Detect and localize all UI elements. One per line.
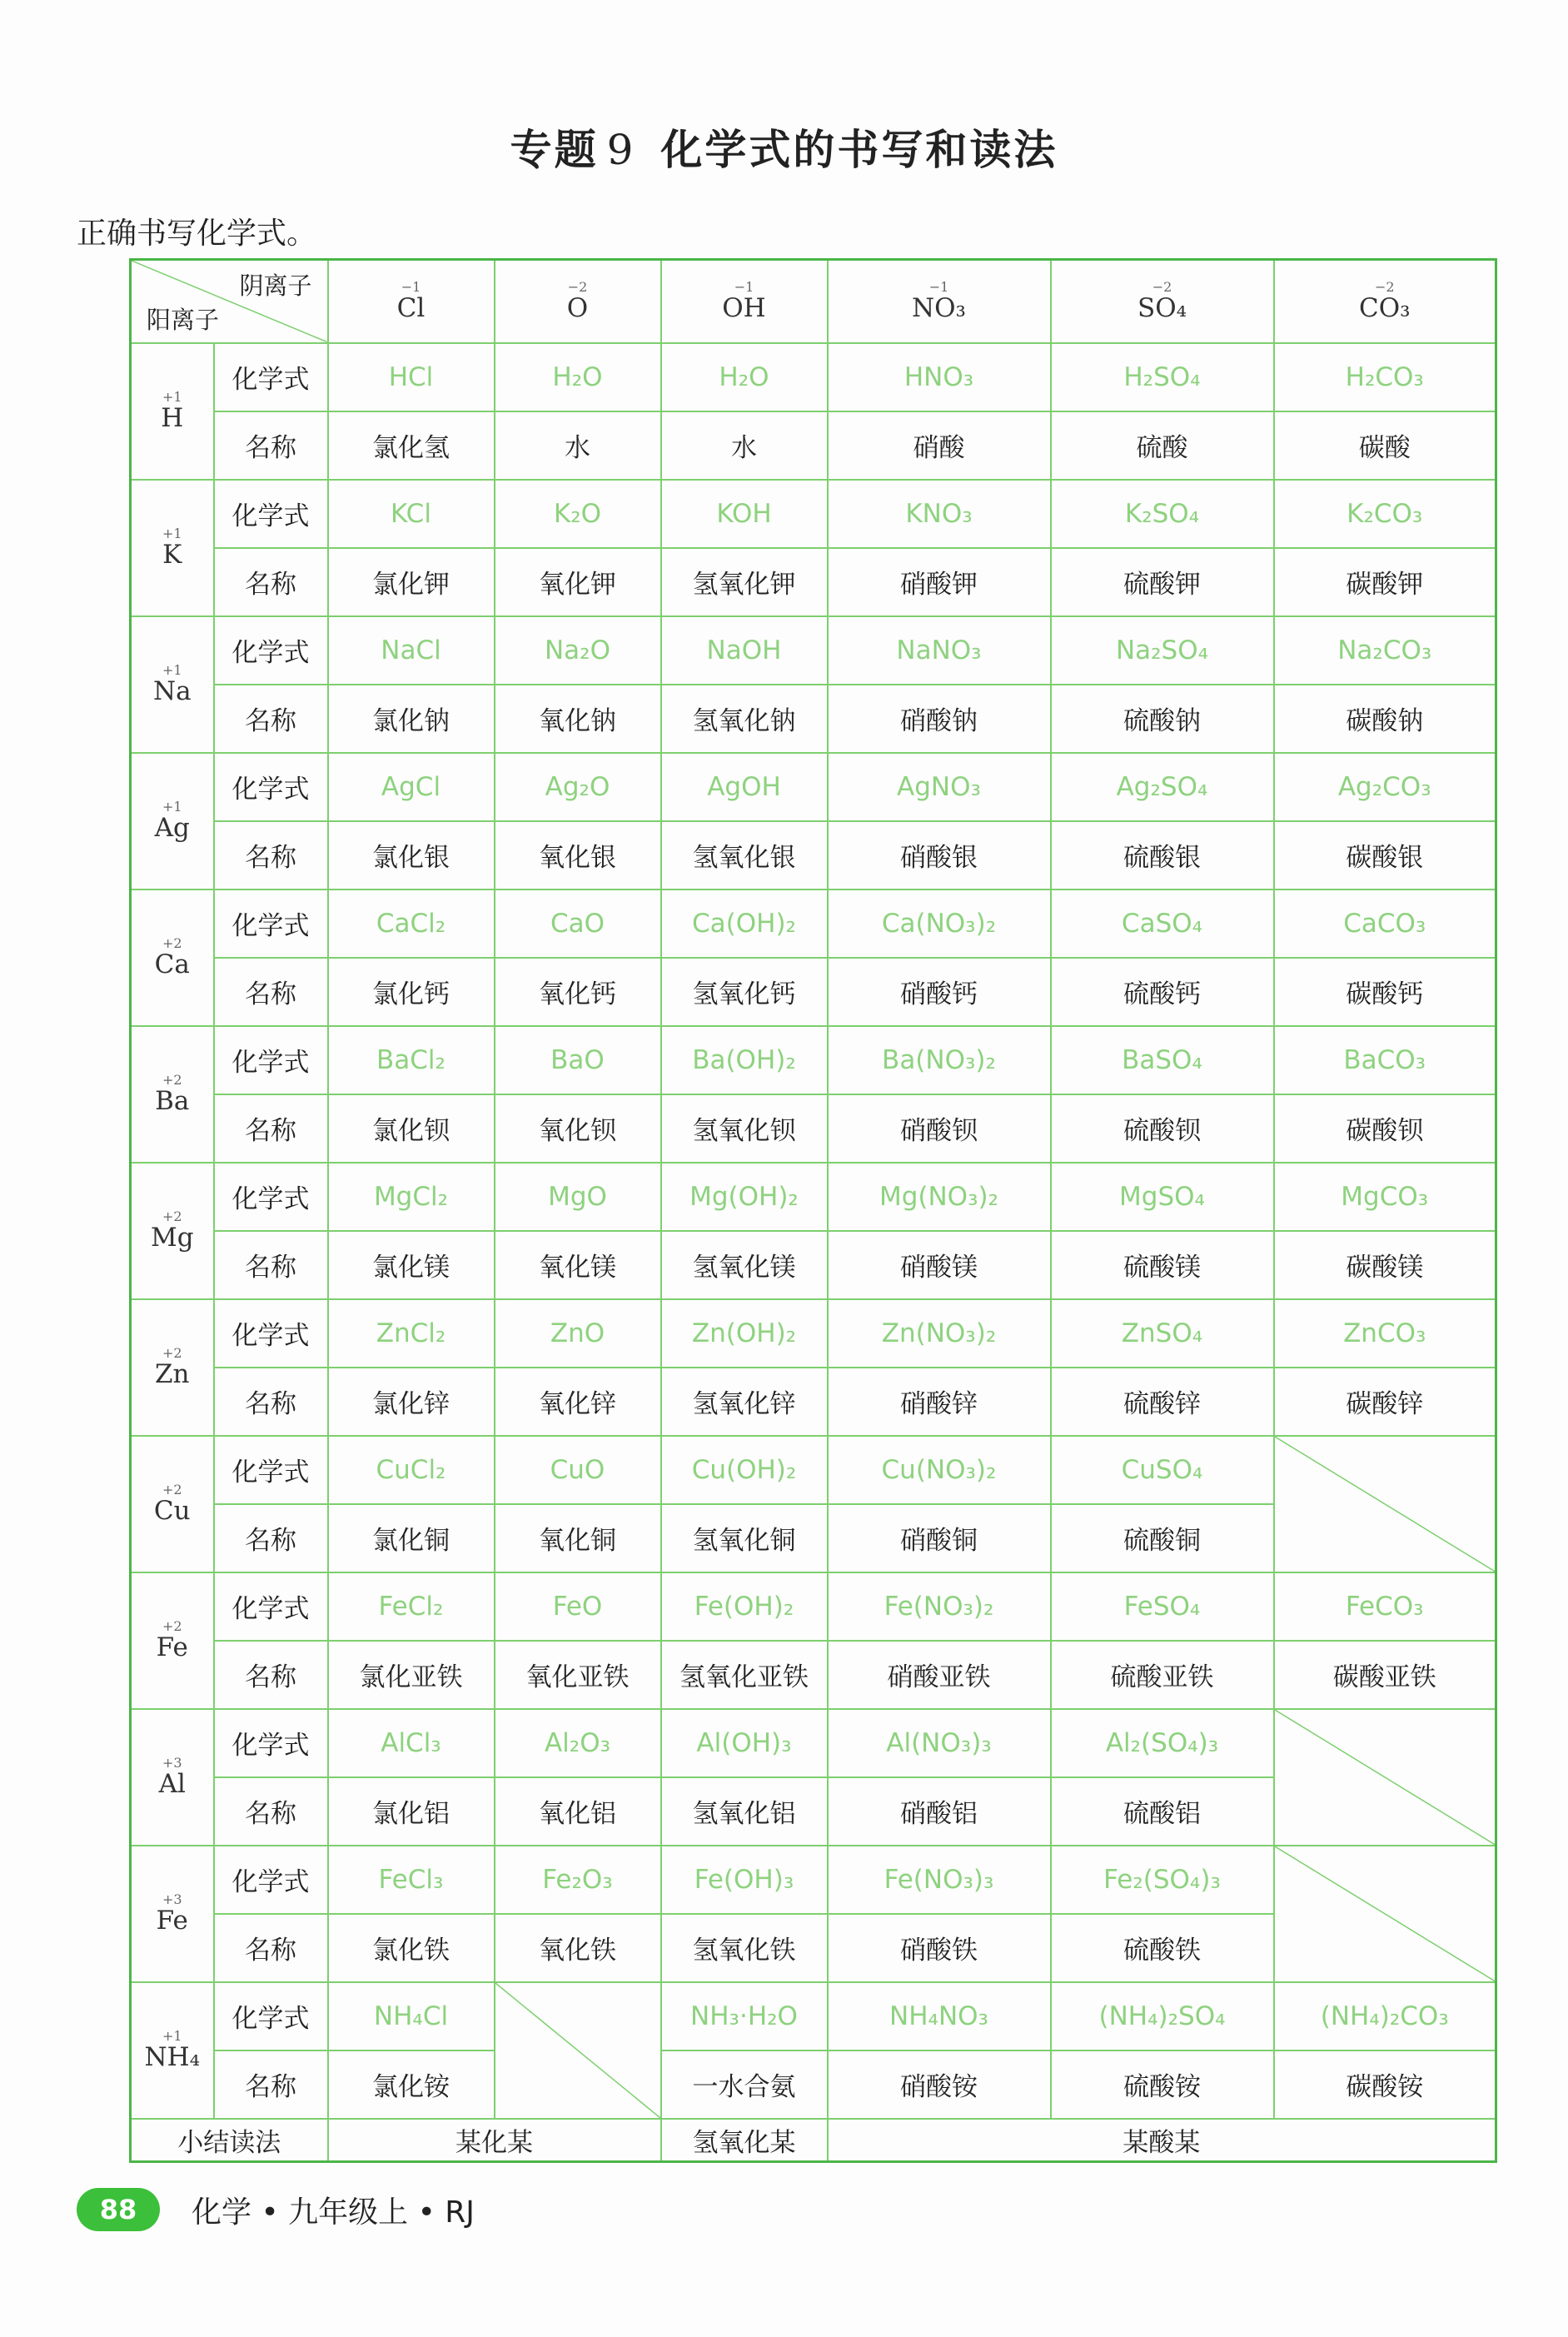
anion-header-1 <box>495 260 661 343</box>
cation-ion <box>132 800 213 841</box>
name-cell: 碳酸银 <box>1274 821 1496 889</box>
name-cell: 氧化亚铁 <box>495 1641 661 1709</box>
name-cell: 氢氧化钾 <box>661 548 828 616</box>
name-cell: 硫酸 <box>1051 411 1274 480</box>
empty-cell <box>1274 1436 1496 1572</box>
cation-ion <box>132 1620 213 1661</box>
name-cell: 氯化银 <box>328 821 495 889</box>
cation-charge: +2 <box>162 1618 182 1634</box>
name-cell: 碳酸 <box>1274 411 1496 480</box>
formula-cell: CaCl₂ <box>328 889 495 958</box>
cation-charge: +2 <box>162 1482 182 1497</box>
name-cell: 硝酸锌 <box>828 1368 1051 1436</box>
name-cell: 硫酸钾 <box>1051 548 1274 616</box>
cation-cell <box>131 1163 214 1299</box>
cation-cell <box>131 753 214 889</box>
formula-cell: NaCl <box>328 616 495 685</box>
name-cell: 硝酸银 <box>828 821 1051 889</box>
name-row <box>131 1641 1496 1709</box>
anion-charge: −1 <box>401 279 421 296</box>
name-label: 名称 <box>214 1094 328 1163</box>
name-cell: 碳酸钠 <box>1274 685 1496 753</box>
cation-ion <box>132 937 213 978</box>
formula-label: 化学式 <box>214 889 328 958</box>
name-cell: 氯化铜 <box>328 1504 495 1572</box>
name-cell: 碳酸钙 <box>1274 958 1496 1026</box>
anion-ion <box>329 279 494 324</box>
formula-cell: CaSO₄ <box>1051 889 1274 958</box>
formula-cell: Na₂SO₄ <box>1051 616 1274 685</box>
formula-row <box>131 753 1496 821</box>
cation-charge: +1 <box>162 799 182 815</box>
page-number-badge: 88 <box>77 2188 160 2231</box>
name-cell: 氯化铁 <box>328 1914 495 1982</box>
cation-ion <box>132 1756 213 1797</box>
anion-ion <box>662 279 827 324</box>
anion-charge: −2 <box>1374 279 1395 296</box>
summary-chloride: 某化某 <box>328 2119 661 2162</box>
formula-cell: KCl <box>328 480 495 548</box>
formula-cell: Zn(NO₃)₂ <box>828 1299 1051 1368</box>
name-cell: 碳酸镁 <box>1274 1231 1496 1299</box>
anion-label: 阴离子 <box>239 272 312 300</box>
cation-cell <box>131 1026 214 1163</box>
name-cell: 氢氧化亚铁 <box>661 1641 828 1709</box>
formula-cell: BaSO₄ <box>1051 1026 1274 1094</box>
formula-cell: H₂CO₃ <box>1274 343 1496 411</box>
cation-symbol: Fe <box>156 1906 188 1936</box>
name-cell: 硫酸铜 <box>1051 1504 1274 1572</box>
formula-cell: FeSO₄ <box>1051 1572 1274 1641</box>
formula-cell: ZnCl₂ <box>328 1299 495 1368</box>
formula-cell: Fe(OH)₂ <box>661 1572 828 1641</box>
formula-cell: Fe(NO₃)₃ <box>828 1846 1051 1914</box>
name-cell: 氢氧化钡 <box>661 1094 828 1163</box>
formula-label: 化学式 <box>214 1846 328 1914</box>
formula-cell: H₂SO₄ <box>1051 343 1274 411</box>
formula-label: 化学式 <box>214 1982 328 2050</box>
name-cell: 硝酸铵 <box>828 2050 1051 2119</box>
anion-symbol: CO₃ <box>1358 293 1411 324</box>
name-cell: 氧化钙 <box>495 958 661 1026</box>
name-cell: 氯化钾 <box>328 548 495 616</box>
formula-label: 化学式 <box>214 616 328 685</box>
formula-cell: MgCO₃ <box>1274 1163 1496 1231</box>
formula-cell: Ba(OH)₂ <box>661 1026 828 1094</box>
formula-cell: K₂O <box>495 480 661 548</box>
formula-cell: CaCO₃ <box>1274 889 1496 958</box>
formula-cell: Fe(OH)₃ <box>661 1846 828 1914</box>
formula-row <box>131 1299 1496 1368</box>
cation-ion <box>132 527 213 568</box>
cation-symbol: Ca <box>154 949 190 979</box>
cation-symbol: Na <box>152 676 192 706</box>
cation-charge: +2 <box>162 935 182 951</box>
formula-cell: ZnSO₄ <box>1051 1299 1274 1368</box>
name-cell: 氢氧化铜 <box>661 1504 828 1572</box>
summary-label: 小结读法 <box>131 2119 328 2162</box>
name-label: 名称 <box>214 411 328 480</box>
formula-cell: NaOH <box>661 616 828 685</box>
name-row <box>131 2050 1496 2119</box>
formula-cell: Cu(NO₃)₂ <box>828 1436 1051 1504</box>
name-cell: 硝酸钠 <box>828 685 1051 753</box>
formula-cell: K₂CO₃ <box>1274 480 1496 548</box>
formula-cell: CuSO₄ <box>1051 1436 1274 1504</box>
formula-cell: AgNO₃ <box>828 753 1051 821</box>
cation-ion <box>132 664 213 705</box>
cation-symbol: Ag <box>154 813 190 843</box>
title-prefix: 专题 <box>510 126 599 174</box>
formula-cell: MgSO₄ <box>1051 1163 1274 1231</box>
cation-symbol: K <box>162 540 182 570</box>
anion-symbol: NO₃ <box>912 293 966 324</box>
formula-cell: Ba(NO₃)₂ <box>828 1026 1051 1094</box>
formula-row <box>131 1026 1496 1094</box>
header-row <box>131 260 1496 343</box>
cation-symbol: Al <box>158 1769 186 1799</box>
anion-ion <box>495 279 660 324</box>
formula-label: 化学式 <box>214 753 328 821</box>
cation-symbol: Fe <box>156 1632 188 1662</box>
empty-diagonal <box>1275 1437 1496 1572</box>
name-row <box>131 411 1496 480</box>
summary-row <box>131 2119 1496 2162</box>
name-cell: 硫酸铵 <box>1051 2050 1274 2119</box>
name-cell: 氧化铁 <box>495 1914 661 1982</box>
name-cell: 硫酸锌 <box>1051 1368 1274 1436</box>
formula-label: 化学式 <box>214 1026 328 1094</box>
formula-row <box>131 1846 1496 1914</box>
name-cell: 氯化钠 <box>328 685 495 753</box>
cation-cell <box>131 616 214 753</box>
name-cell: 氯化锌 <box>328 1368 495 1436</box>
summary-oxyacid: 某酸某 <box>828 2119 1496 2162</box>
empty-diagonal <box>495 1983 660 2118</box>
cation-charge: +1 <box>162 526 182 541</box>
formula-cell: BaCl₂ <box>328 1026 495 1094</box>
name-cell: 氧化铜 <box>495 1504 661 1572</box>
name-cell: 硝酸钡 <box>828 1094 1051 1163</box>
name-cell: 氯化镁 <box>328 1231 495 1299</box>
formula-cell: NaNO₃ <box>828 616 1051 685</box>
name-cell: 硫酸钠 <box>1051 685 1274 753</box>
name-cell: 氯化亚铁 <box>328 1641 495 1709</box>
cation-cell <box>131 480 214 616</box>
name-row <box>131 548 1496 616</box>
formula-cell: Al(OH)₃ <box>661 1709 828 1777</box>
anion-charge: −1 <box>734 279 754 296</box>
cation-ion <box>132 1483 213 1524</box>
name-cell: 硫酸铁 <box>1051 1914 1274 1982</box>
formula-row <box>131 1163 1496 1231</box>
formula-cell: Ag₂O <box>495 753 661 821</box>
cation-charge: +1 <box>162 389 182 405</box>
name-cell: 碳酸铵 <box>1274 2050 1496 2119</box>
formula-cell: Fe₂O₃ <box>495 1846 661 1914</box>
cation-charge: +2 <box>162 1072 182 1088</box>
anion-ion <box>829 279 1050 324</box>
name-label: 名称 <box>214 2050 328 2119</box>
formula-cell: NH₄Cl <box>328 1982 495 2050</box>
name-label: 名称 <box>214 1504 328 1572</box>
formula-row <box>131 480 1496 548</box>
formula-cell: FeCl₃ <box>328 1846 495 1914</box>
formula-cell: FeCO₃ <box>1274 1572 1496 1641</box>
anion-symbol: O <box>566 293 589 324</box>
name-cell: 硝酸钙 <box>828 958 1051 1026</box>
formula-cell: CaO <box>495 889 661 958</box>
formula-cell: Fe(NO₃)₂ <box>828 1572 1051 1641</box>
cation-ion <box>132 1210 213 1251</box>
formula-cell: NH₃·H₂O <box>661 1982 828 2050</box>
summary-hydroxide: 氢氧化某 <box>661 2119 828 2162</box>
cation-symbol: Zn <box>154 1359 190 1389</box>
cation-symbol: Ba <box>155 1086 190 1116</box>
formula-label: 化学式 <box>214 1299 328 1368</box>
name-cell: 氯化氢 <box>328 411 495 480</box>
formula-cell: Ca(OH)₂ <box>661 889 828 958</box>
formula-row <box>131 1709 1496 1777</box>
name-cell: 氢氧化铁 <box>661 1914 828 1982</box>
empty-diagonal <box>1275 1846 1496 1981</box>
formula-label: 化学式 <box>214 480 328 548</box>
cation-cell <box>131 889 214 1026</box>
name-cell: 一水合氨 <box>661 2050 828 2119</box>
formula-cell: CuO <box>495 1436 661 1504</box>
name-cell: 硫酸铝 <box>1051 1777 1274 1846</box>
name-row <box>131 1094 1496 1163</box>
anion-symbol: OH <box>722 293 766 324</box>
cation-symbol: H <box>161 403 184 433</box>
name-cell: 硝酸镁 <box>828 1231 1051 1299</box>
formula-cell: Al₂O₃ <box>495 1709 661 1777</box>
anion-symbol: Cl <box>396 293 426 324</box>
formula-cell: AgCl <box>328 753 495 821</box>
name-cell: 氢氧化钙 <box>661 958 828 1026</box>
formula-cell: Na₂CO₃ <box>1274 616 1496 685</box>
cation-symbol: Mg <box>150 1223 194 1253</box>
formula-cell: MgCl₂ <box>328 1163 495 1231</box>
name-cell: 硫酸钙 <box>1051 958 1274 1026</box>
anion-charge: −2 <box>1152 279 1172 296</box>
anion-header-3 <box>828 260 1051 343</box>
formula-label: 化学式 <box>214 1163 328 1231</box>
formula-row <box>131 1436 1496 1504</box>
formula-cell: CuCl₂ <box>328 1436 495 1504</box>
formula-cell: MgO <box>495 1163 661 1231</box>
cation-cell <box>131 1846 214 1982</box>
name-label: 名称 <box>214 1641 328 1709</box>
footer-text: 化学 • 九年级上 • RJ <box>192 2195 475 2230</box>
formula-cell: NH₄NO₃ <box>828 1982 1051 2050</box>
formula-cell: KOH <box>661 480 828 548</box>
formula-cell: HCl <box>328 343 495 411</box>
cation-symbol: Cu <box>153 1496 191 1526</box>
empty-diagonal <box>1275 1710 1496 1845</box>
anion-charge: −1 <box>928 279 949 296</box>
cation-charge: +3 <box>162 1891 182 1907</box>
page-title <box>0 117 1568 177</box>
name-cell: 硝酸 <box>828 411 1051 480</box>
name-cell: 氢氧化钠 <box>661 685 828 753</box>
name-label: 名称 <box>214 1914 328 1982</box>
formula-cell: FeO <box>495 1572 661 1641</box>
formula-cell: Fe₂(SO₄)₃ <box>1051 1846 1274 1914</box>
cation-cell <box>131 1982 214 2119</box>
formula-cell: Ca(NO₃)₂ <box>828 889 1051 958</box>
empty-cell <box>495 1982 661 2119</box>
formula-cell: ZnO <box>495 1299 661 1368</box>
formula-cell: Cu(OH)₂ <box>661 1436 828 1504</box>
formula-cell: Ag₂CO₃ <box>1274 753 1496 821</box>
formula-row <box>131 616 1496 685</box>
name-cell: 氯化钙 <box>328 958 495 1026</box>
formula-cell: Zn(OH)₂ <box>661 1299 828 1368</box>
cation-cell <box>131 1709 214 1846</box>
formula-cell: (NH₄)₂CO₃ <box>1274 1982 1496 2050</box>
formula-cell: (NH₄)₂SO₄ <box>1051 1982 1274 2050</box>
name-row <box>131 685 1496 753</box>
name-row <box>131 1231 1496 1299</box>
name-label: 名称 <box>214 821 328 889</box>
cation-ion <box>132 1074 213 1114</box>
name-cell: 氧化银 <box>495 821 661 889</box>
name-label: 名称 <box>214 1231 328 1299</box>
formula-cell: HNO₃ <box>828 343 1051 411</box>
name-cell: 氧化镁 <box>495 1231 661 1299</box>
anion-symbol: SO₄ <box>1137 293 1187 324</box>
name-cell: 氧化钡 <box>495 1094 661 1163</box>
formula-cell: BaO <box>495 1026 661 1094</box>
formula-row <box>131 1572 1496 1641</box>
formula-cell: Al₂(SO₄)₃ <box>1051 1709 1274 1777</box>
name-cell: 硫酸银 <box>1051 821 1274 889</box>
name-cell: 硫酸亚铁 <box>1051 1641 1274 1709</box>
name-cell: 氧化锌 <box>495 1368 661 1436</box>
formula-row <box>131 889 1496 958</box>
formula-cell: AlCl₃ <box>328 1709 495 1777</box>
formula-row <box>131 1982 1496 2050</box>
title-text: 化学式的书写和读法 <box>660 126 1058 174</box>
name-cell: 氢氧化镁 <box>661 1231 828 1299</box>
instruction-text: 正确书写化学式。 <box>77 217 317 251</box>
anion-header-5 <box>1274 260 1496 343</box>
name-cell: 硫酸钡 <box>1051 1094 1274 1163</box>
name-cell: 氯化铵 <box>328 2050 495 2119</box>
name-cell: 硝酸铝 <box>828 1777 1051 1846</box>
cation-charge: +2 <box>162 1345 182 1361</box>
name-row <box>131 821 1496 889</box>
cation-ion <box>132 2030 213 2070</box>
anion-header-4 <box>1051 260 1274 343</box>
cation-charge: +1 <box>162 2028 182 2044</box>
formula-cell: Al(NO₃)₃ <box>828 1709 1051 1777</box>
formula-cell: Na₂O <box>495 616 661 685</box>
cation-cell <box>131 1436 214 1572</box>
formula-cell: Mg(OH)₂ <box>661 1163 828 1231</box>
name-cell: 水 <box>661 411 828 480</box>
name-cell: 硝酸铁 <box>828 1914 1051 1982</box>
anion-charge: −2 <box>567 279 588 296</box>
formula-cell: K₂SO₄ <box>1051 480 1274 548</box>
name-cell: 硫酸镁 <box>1051 1231 1274 1299</box>
name-cell: 氧化铝 <box>495 1777 661 1846</box>
name-cell: 氢氧化锌 <box>661 1368 828 1436</box>
cation-charge: +3 <box>162 1755 182 1771</box>
cation-label: 阳离子 <box>147 305 220 334</box>
name-cell: 硝酸亚铁 <box>828 1641 1051 1709</box>
cation-charge: +2 <box>162 1208 182 1224</box>
formula-cell: FeCl₂ <box>328 1572 495 1641</box>
cation-symbol: NH₄ <box>144 2042 201 2072</box>
formula-cell: Mg(NO₃)₂ <box>828 1163 1051 1231</box>
name-cell: 碳酸钡 <box>1274 1094 1496 1163</box>
formula-cell: H₂O <box>661 343 828 411</box>
name-cell: 氯化铝 <box>328 1777 495 1846</box>
name-label: 名称 <box>214 958 328 1026</box>
formula-label: 化学式 <box>214 1436 328 1504</box>
cation-cell <box>131 1572 214 1709</box>
name-cell: 氢氧化铝 <box>661 1777 828 1846</box>
empty-cell <box>1274 1846 1496 1982</box>
name-cell: 氧化钠 <box>495 685 661 753</box>
formula-cell: Ag₂SO₄ <box>1051 753 1274 821</box>
formula-row <box>131 343 1496 411</box>
name-label: 名称 <box>214 1368 328 1436</box>
name-label: 名称 <box>214 685 328 753</box>
formula-cell: AgOH <box>661 753 828 821</box>
formula-cell: ZnCO₃ <box>1274 1299 1496 1368</box>
name-cell: 氯化钡 <box>328 1094 495 1163</box>
formula-label: 化学式 <box>214 343 328 411</box>
name-cell: 氧化钾 <box>495 548 661 616</box>
anion-ion <box>1275 279 1496 324</box>
name-cell: 硝酸钾 <box>828 548 1051 616</box>
name-label: 名称 <box>214 1777 328 1846</box>
cation-ion <box>132 1347 213 1388</box>
name-cell: 碳酸亚铁 <box>1274 1641 1496 1709</box>
formula-label: 化学式 <box>214 1709 328 1777</box>
formula-cell: H₂O <box>495 343 661 411</box>
cation-charge: +1 <box>162 662 182 678</box>
name-row <box>131 958 1496 1026</box>
title-number: 9 <box>606 126 636 174</box>
formula-label: 化学式 <box>214 1572 328 1641</box>
cation-cell <box>131 1299 214 1436</box>
empty-cell <box>1274 1709 1496 1846</box>
name-cell: 氢氧化银 <box>661 821 828 889</box>
name-label: 名称 <box>214 548 328 616</box>
cation-cell <box>131 343 214 480</box>
anion-header-0 <box>328 260 495 343</box>
anion-ion <box>1052 279 1273 324</box>
cation-ion <box>132 1893 213 1934</box>
chemical-formula-table <box>129 258 1497 2163</box>
name-cell: 水 <box>495 411 661 480</box>
name-cell: 碳酸锌 <box>1274 1368 1496 1436</box>
cation-ion <box>132 391 213 431</box>
name-cell: 硝酸铜 <box>828 1504 1051 1572</box>
name-row <box>131 1368 1496 1436</box>
name-cell: 碳酸钾 <box>1274 548 1496 616</box>
corner-cell <box>131 260 328 343</box>
formula-cell: BaCO₃ <box>1274 1026 1496 1094</box>
anion-header-2 <box>661 260 828 343</box>
formula-cell: KNO₃ <box>828 480 1051 548</box>
